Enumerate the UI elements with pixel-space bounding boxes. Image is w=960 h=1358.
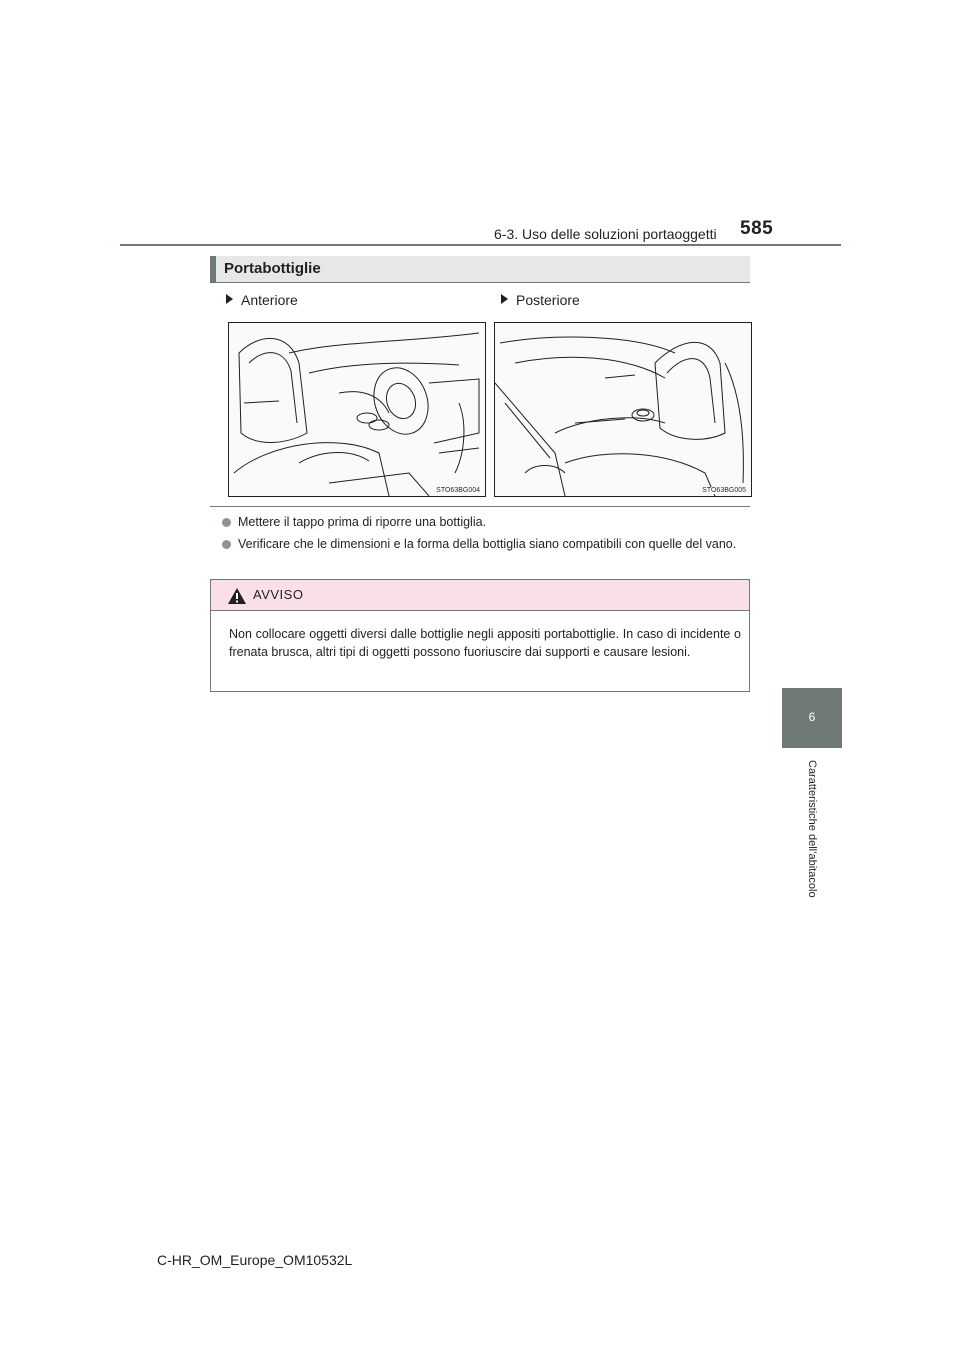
illustration-caption-rear: Posteriore xyxy=(501,292,580,308)
footer-doc-id: C-HR_OM_Europe_OM10532L xyxy=(157,1252,353,1268)
warning-text: Non collocare oggetti diversi dalle bottiglie negli appositi portabottiglie. In caso di incidente o frenata brusca, altri tipi di oggetti possono fuoriuscire dai supporti e causare lesioni. xyxy=(229,627,741,659)
bullet-dot-icon xyxy=(222,540,231,549)
warning-header xyxy=(211,580,749,611)
illustration-rear-cupholder xyxy=(494,322,752,497)
illustration-front-cupholder xyxy=(228,322,486,497)
illustration-code: STO63BG004 xyxy=(436,487,480,494)
warning-box xyxy=(210,579,750,692)
section-title: Portabottiglie xyxy=(224,260,321,277)
list-item: Mettere il tappo prima di riporre una bottiglia. xyxy=(222,513,752,532)
content-rule xyxy=(210,506,750,507)
illustration-caption-front: Anteriore xyxy=(226,292,298,308)
running-header-title: 6-3. Uso delle soluzioni portaoggetti xyxy=(494,226,717,242)
header-rule xyxy=(120,244,841,246)
chapter-tab xyxy=(782,688,842,748)
list-item: Verificare che le dimensioni e la forma della bottiglia siano compatibili con quelle del vano. xyxy=(222,535,752,554)
warning-title: AVVISO xyxy=(253,587,304,602)
warning-triangle-icon xyxy=(228,588,246,604)
page-number: 585 xyxy=(740,218,774,239)
caption-arrow-icon xyxy=(226,294,233,304)
section-heading-accent xyxy=(210,256,216,282)
front-interior-drawing xyxy=(229,323,485,496)
rear-interior-drawing xyxy=(495,323,751,496)
chapter-number: 6 xyxy=(808,710,816,724)
section-heading-bar xyxy=(210,256,750,283)
chapter-label: Caratteristiche dell’abitacolo xyxy=(806,760,818,898)
illustration-code: STO63BG005 xyxy=(702,487,746,494)
caption-arrow-icon xyxy=(501,294,508,304)
bullet-dot-icon xyxy=(222,518,231,527)
